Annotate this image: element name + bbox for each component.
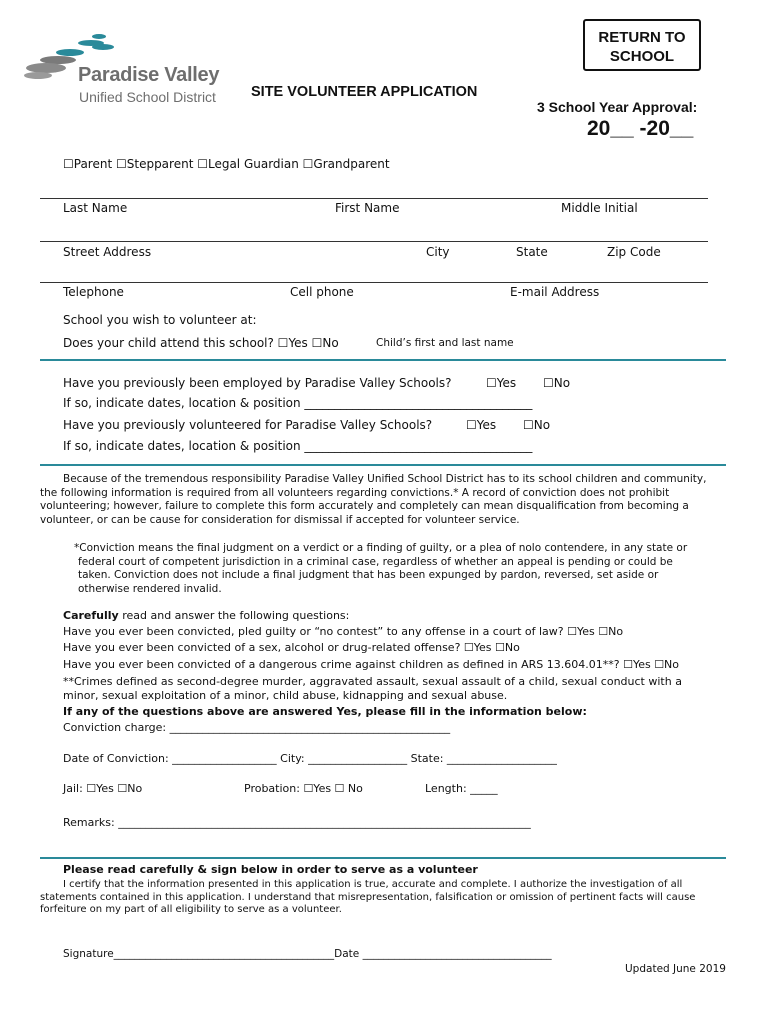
last-name-label: Last Name [63, 201, 128, 215]
employed-no-checkbox[interactable]: ☐No [543, 376, 571, 390]
address-line[interactable] [40, 241, 708, 242]
section-divider-1 [40, 359, 726, 361]
middle-initial-label: Middle Initial [561, 201, 638, 215]
employed-yes-checkbox[interactable]: ☐Yes [486, 376, 517, 390]
relationship-checkboxes[interactable]: ☐Parent ☐Stepparent ☐Legal Guardian ☐Grandparent [63, 157, 390, 171]
approval-label: 3 School Year Approval: [537, 99, 698, 115]
return-line-1: RETURN TO [598, 29, 686, 46]
volunteered-detail[interactable]: If so, indicate dates, location & position ______________________________________ [63, 439, 533, 453]
telephone-label: Telephone [63, 285, 124, 299]
zip-label: Zip Code [607, 245, 661, 259]
conviction-notice: Because of the tremendous responsibility Paradise Valley Unified School District has to its school children and community, the following information is required from all volunteers regarding convictions.* A record of conviction does not prohibit volunteering; however, failure to complete this form accurately and completely can mean disqualification from becoming a volunteer, or can be cause for consideration for dismissal if accepted for volunteer service. [40, 473, 707, 526]
conviction-definition: *Conviction means the final judgment on a verdict or a finding of guilty, or a plea of nolo contendere, in any state or federal court of competent jurisdiction in a criminal case, regardless of whether an appeal is pending or could be taken. Conviction does not include a final judgment that has been expunged by pardon, reversed, set aside or otherwise rendered invalid. [74, 542, 688, 595]
volunteered-question: Have you previously volunteered for Paradise Valley Schools? [63, 418, 433, 432]
if-yes-instruction: If any of the questions above are answered Yes, please fill in the information below: [63, 705, 587, 718]
logo-subtitle: Unified School District [79, 89, 216, 105]
crimes-footnote: **Crimes defined as second-degree murder, aggravated assault, sexual assault of a child, sexual conduct with a minor, sexual exploitation of a minor, child abuse, kidnapping and sexual abuse. [63, 675, 682, 702]
employed-question: Have you previously been employed by Paradise Valley Schools? [63, 376, 452, 390]
name-line[interactable] [40, 198, 708, 199]
state-label: State [516, 245, 548, 259]
volunteered-no-checkbox[interactable]: ☐No [523, 418, 551, 432]
careful-bold: Carefully [63, 609, 119, 622]
child-name-label: Child’s first and last name [376, 337, 514, 349]
jail-checkboxes[interactable]: Jail: ☐Yes ☐No [63, 782, 143, 795]
first-name-label: First Name [335, 201, 400, 215]
signature-heading: Please read carefully & sign below in order to serve as a volunteer [63, 863, 478, 876]
employed-detail[interactable]: If so, indicate dates, location & position ______________________________________ [63, 396, 533, 410]
street-label: Street Address [63, 245, 152, 259]
section-divider-2 [40, 464, 726, 466]
question-2[interactable]: Have you ever been convicted of a sex, alcohol or drug-related offense? ☐Yes ☐No [63, 641, 520, 654]
contact-line[interactable] [40, 282, 708, 283]
question-1[interactable]: Have you ever been convicted, pled guilty or “no contest” to any offense in a court of law? ☐Yes ☐No [63, 625, 624, 638]
school-label[interactable]: School you wish to volunteer at: [63, 313, 257, 327]
email-label: E-mail Address [510, 285, 600, 299]
question-3[interactable]: Have you ever been convicted of a dangerous crime against children as defined in ARS 13.604.01**? ☐Yes ☐No [63, 658, 680, 671]
return-line-2: SCHOOL [609, 48, 675, 65]
approval-years: 20__ -20__ [587, 117, 694, 140]
probation-checkboxes[interactable]: Probation: ☐Yes ☐ No [244, 782, 363, 795]
certification-text: I certify that the information presented in this application is true, accurate and complete. I authorize the investigation of all statements contained in this application. I understand that misrepresentation, falsification or omission of pertinent facts will cause forfeiture on my part of all eligibility to serve as a volunteer. [40, 879, 696, 915]
updated-date: Updated June 2019 [625, 963, 726, 975]
remarks-field[interactable]: Remarks: ___________________________________________________________________________ [63, 816, 531, 829]
return-to-school-box [583, 19, 701, 71]
signature-date-line[interactable]: Signature__________________________________________Date ____________________________________ [63, 948, 552, 960]
attend-question[interactable]: Does your child attend this school? ☐Yes ☐No [63, 336, 339, 350]
volunteered-yes-checkbox[interactable]: ☐Yes [466, 418, 497, 432]
cell-label: Cell phone [290, 285, 354, 299]
conviction-charge-field[interactable]: Conviction charge: ___________________________________________________ [63, 721, 451, 734]
form-title: SITE VOLUNTEER APPLICATION [251, 84, 478, 100]
careful-instruction [63, 609, 349, 622]
conviction-date-field[interactable]: Date of Conviction: ___________________ City: __________________ State: ____________________ [63, 752, 557, 765]
length-field[interactable]: Length: _____ [425, 782, 498, 795]
section-divider-3 [40, 857, 726, 859]
city-label: City [426, 245, 450, 259]
logo-name: Paradise Valley [78, 64, 220, 86]
careful-rest: read and answer the following questions: [118, 609, 350, 622]
